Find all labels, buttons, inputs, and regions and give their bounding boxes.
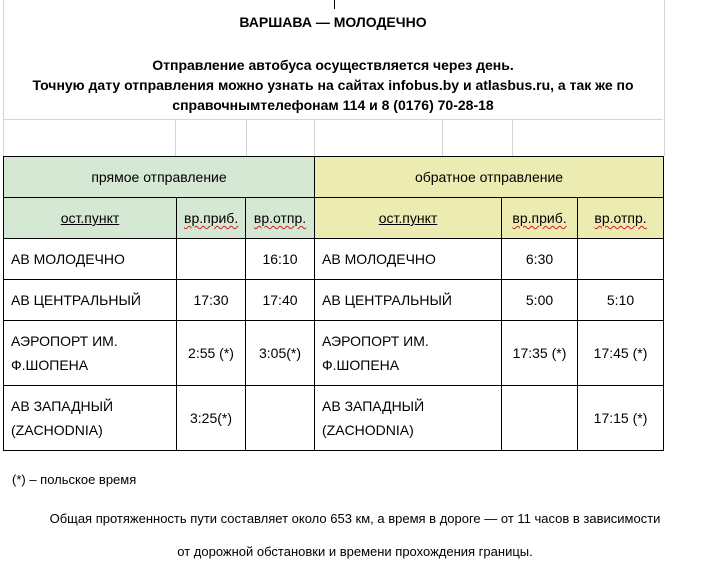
return-arrival-cell: 5:00 [502,280,578,321]
page-title: ВАРШАВА — МОЛОДЕЧНО [239,14,427,30]
stop-name-line: Ф.ШОПЕНА [11,357,89,373]
forward-stop-header: ост.пункт [4,198,177,239]
forward-stop-cell [4,386,177,451]
stop-name-line: АЭРОПОРТ ИМ. [322,333,429,349]
forward-arrival-cell: 2:55 (*) [177,321,246,386]
return-arrival-header: вр.приб. [502,198,578,239]
return-departure-cell: 17:15 (*) [578,386,664,451]
forward-departure-cell [246,386,315,451]
forward-stop-cell: АВ ЦЕНТРАЛЬНЫЙ [4,280,177,321]
return-arrival-cell: 17:35 (*) [502,321,578,386]
return-departure-cell: 17:45 (*) [578,321,664,386]
return-arrival-cell [502,386,578,451]
return-departure-cell [578,239,664,280]
stop-name-line: АВ ЗАПАДНЫЙ [322,398,425,414]
summary-line: Общая протяженность пути составляет около 653 км, а время в дороге — от 11 часов в зависимости [49,511,661,526]
notice-line: Отправление автобуса осуществляется через день. [152,57,514,73]
stop-name-line: Ф.ШОПЕНА [322,357,400,373]
forward-departure-cell: 3:05(*) [246,321,315,386]
schedule-table [3,156,664,451]
forward-arrival-header: вр.приб. [177,198,246,239]
return-stop-cell: АВ МОЛОДЕЧНО [315,239,502,280]
departure-notice [3,55,663,115]
forward-direction-header: прямое отправление [4,157,315,198]
stop-name-line: АЭРОПОРТ ИМ. [11,333,118,349]
return-departure-cell: 5:10 [578,280,664,321]
table-row [4,239,664,280]
table-row [4,321,664,386]
forward-departure-cell: 16:10 [246,239,315,280]
direction-header-row [4,157,664,198]
summary-line: от дорожной обстановки и времени прохождения границы. [177,544,533,559]
notice-line: справочнымтелефонам 114 и 8 (0176) 70-28-18 [172,97,494,113]
return-stop-cell [315,386,502,451]
return-arrival-cell: 6:30 [502,239,578,280]
stop-name-line: (ZACHODNIA) [322,422,414,438]
forward-departure-header: вр.отпр. [246,198,315,239]
forward-stop-cell [4,321,177,386]
return-stop-cell [315,321,502,386]
empty-grid-row [3,119,663,157]
return-direction-header: обратное отправление [315,157,664,198]
footnote: (*) – польское время [12,472,137,487]
route-summary [3,502,707,568]
forward-departure-cell: 17:40 [246,280,315,321]
table-row [4,280,664,321]
notice-line: Точную дату отправления можно узнать на сайтах infobus.by и atlasbus.ru, а так же по [32,77,634,93]
column-header-row [4,198,664,239]
forward-arrival-cell: 3:25(*) [177,386,246,451]
forward-stop-cell: АВ МОЛОДЕЧНО [4,239,177,280]
return-stop-header: ост.пункт [315,198,502,239]
forward-arrival-cell [177,239,246,280]
stop-name-line: АВ ЗАПАДНЫЙ [11,398,114,414]
table-row [4,386,664,451]
stop-name-line: (ZACHODNIA) [11,422,103,438]
forward-arrival-cell: 17:30 [177,280,246,321]
return-stop-cell: АВ ЦЕНТРАЛЬНЫЙ [315,280,502,321]
return-departure-header: вр.отпр. [578,198,664,239]
